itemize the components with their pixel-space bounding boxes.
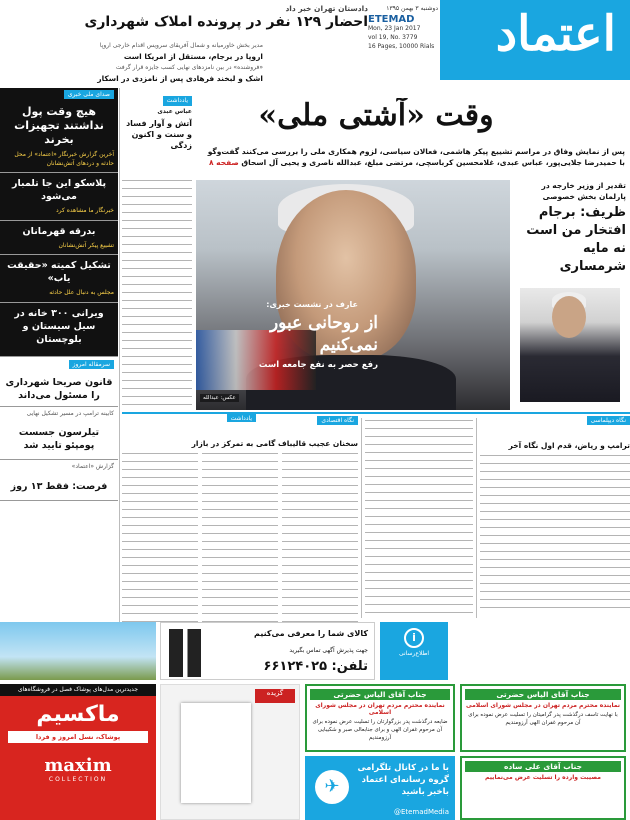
logo-text: اعتماد — [495, 6, 616, 62]
maxim-top-text: جدیدترین مدل‌های پوشاک فصل در فروشگاه‌های — [0, 684, 156, 696]
ad-phone[interactable] — [160, 622, 375, 680]
condolence-2-body: با نهایت تاسف درگذشت پدر گرامیتان را تسلیت عرض نموده برای آن مرحوم غفران الهی آرزومندیم — [468, 712, 618, 726]
sidebar-story-1[interactable]: هیچ وقت پول نداشتند تجهیزات بخرند — [14, 105, 104, 146]
mid-right-label: نگاه دیپلماسی — [587, 416, 630, 425]
page-ref[interactable]: صفحه ۸ — [208, 158, 239, 167]
mid-left-article — [122, 416, 358, 622]
condolence-3-title: جناب آقای علی ساده — [465, 761, 621, 772]
volume: vol 19, No. 3779 — [368, 34, 418, 41]
zarif-title[interactable]: ظریف: برجام افتخار من است نه مایه شرمساری — [526, 205, 626, 274]
sidebar-story-4[interactable]: تشکیل کمیته «حقیقت یاب» — [7, 260, 111, 284]
story1-kicker: مدیر بخش خاورمیانه و شمال آفریقای سرویس اقدام خارجی اروپا — [99, 42, 263, 49]
issue-date-en: Mon, 23 Jan 2017 — [368, 25, 421, 32]
column-label: یادداشت — [163, 96, 192, 106]
top-kicker: دادستان تهران خبر داد — [285, 4, 368, 13]
top-stories — [8, 40, 263, 84]
mid-center-body — [365, 420, 473, 620]
maxim-sub: COLLECTION — [48, 776, 108, 783]
people-icon — [169, 629, 215, 677]
maxim-fa: ماکسیم — [36, 702, 120, 727]
issue-date-fa: دوشنبه ۳ بهمن ۱۳۹۵ — [386, 5, 438, 12]
divider — [361, 418, 362, 618]
telegram-icon: ✈ — [315, 770, 349, 804]
mid-label-extra — [196, 414, 256, 422]
mid-left-body-2 — [202, 453, 278, 622]
top-headline[interactable]: احضار ۱۲۹ نفر در پرونده املاک شهرداری — [84, 14, 368, 30]
sidebar-story-3[interactable]: بدرقه قهرمانان — [22, 225, 96, 237]
condolence-3-sub: مصیبت وارده را تسلیت عرض می‌نماییم — [485, 774, 601, 781]
condolence-1-sub: نماینده محترم مردم تهران در مجلس شورای اسلامی — [315, 702, 445, 716]
telegram-handle[interactable]: @EtemadMedia — [393, 808, 449, 816]
logo[interactable] — [440, 0, 630, 80]
sidebar-story-2-sub: خبرنگار ما مشاهده کرد — [56, 207, 114, 214]
ad-phone-line2: جهت پذیرش آگهی تماس بگیرید — [289, 647, 368, 654]
sidebar-story-6[interactable]: قانون صریحا شهرداری را مسئول می‌داند — [5, 376, 113, 401]
condolence-ad-2[interactable] — [460, 684, 626, 752]
mid-left-body-3 — [122, 453, 198, 622]
sidebar-story-8-kicker: گزارش «اعتماد» — [71, 463, 114, 470]
column-title[interactable]: آتش و آوار فساد و سنت و اکنون زدگی — [126, 119, 192, 150]
left-sidebar — [0, 88, 118, 678]
condolence-ad-1[interactable] — [305, 684, 455, 752]
masthead — [0, 0, 630, 100]
pages: 16 Pages, 10000 Rials — [368, 43, 435, 50]
sidebar-label: صدای ملی خبری — [64, 90, 114, 99]
ad-book[interactable] — [160, 684, 300, 820]
condolence-1-body: ضایعه درگذشت پدر بزرگوارتان را تسلیت عرض نموده برای آن مرحوم غفران الهی و برای جنابعالی صبر و شکیبایی آرزومندیم — [312, 719, 448, 741]
sidebar-story-5[interactable]: ویرانی ۳۰۰ خانه در سیل سیستان و بلوچستان — [14, 307, 104, 345]
photo-credit: عکس: عبدالله — [200, 394, 239, 402]
main-lead — [200, 146, 625, 168]
ad-nature-banner[interactable] — [0, 622, 156, 680]
condolence-2-title: جناب آقای الیاس حضرتی — [465, 689, 621, 700]
mid-right-title[interactable]: ترامپ و ریاض، قدم اول نگاه آخر — [508, 441, 630, 450]
ad-info[interactable] — [380, 622, 448, 680]
sidebar-story-3-sub: تشییع پیکر آتش‌نشانان — [58, 241, 114, 249]
condolence-1-title: جناب آقای الیاس حضرتی — [310, 689, 450, 700]
story2-title[interactable]: اشک و لبخند فرهادی پس از نامزدی در اسکار — [97, 74, 263, 83]
sidebar-story-7-kicker: کابینه ترامپ در مسیر تشکیل نهایی — [26, 409, 114, 417]
zarif-photo[interactable] — [520, 288, 620, 402]
ad-info-text: اطلاع‌رسانی — [398, 650, 430, 657]
zarif-kicker: تقدیر از وزیر خارجه در پارلمان بخش خصوصی — [541, 181, 626, 201]
mid-right-article — [480, 416, 630, 622]
main-headline[interactable]: وقت «آشتی ملی» — [258, 98, 494, 133]
book-tag: گزیده — [255, 689, 295, 703]
main-lead-text: پس از نمایش وفاق در مراسم تشییع پیکر هاشمی، فعالان سیاسی، لزوم همکاری ملی را بررسی می‌کنند گفت‌وگو با حمیدرضا جلایی‌پور، عباس عبدی، غلامحسین کرباسچی، مرتضی مبلغ، عبدالله ناصری و یحیی آل اسحاق — [207, 147, 625, 167]
sidebar-story-4-sub: مجلس به دنبال علل حادثه — [49, 289, 114, 296]
column-body — [122, 180, 192, 410]
mid-center-article — [365, 416, 473, 622]
maxim-tag: پوشاک، نسل امروز و فردا — [8, 731, 148, 743]
condolence-2-sub: نماینده محترم مردم تهران در مجلس شورای اسلامی — [466, 702, 620, 709]
ad-phone-number[interactable]: تلفن: ۶۶۱۲۴۰۲۵ — [263, 659, 368, 674]
sidebar-story-7[interactable]: تیلرسون جسست پومپئو تایید شد — [18, 427, 100, 451]
zarif-face — [552, 296, 586, 338]
mid-left-title[interactable]: سخنان عجیب قالیباف گامی به تمرکز در بازار — [191, 439, 358, 448]
ad-maxim[interactable] — [0, 684, 156, 820]
sidebar-story-1-sub: آخرین گزارش خبرنگار «اعتماد» از محل حادثه و دردهای آتش‌نشانان — [14, 151, 114, 167]
brand-en: ETEMAD — [368, 14, 415, 25]
sidebar-story-2[interactable]: پلاسکو این جا تلمبار می‌شود — [11, 178, 107, 202]
photo-kicker: عارف در نشست خبری: — [266, 300, 358, 309]
maxim-logo: maxim — [44, 755, 112, 776]
story2-kicker: «فروشنده» در بین نامزدهای نهایی کسب جایزه قرار گرفت — [115, 64, 263, 71]
sidebar-label-2: سرمقاله امروز — [69, 360, 114, 369]
photo-subtitle: رفع حصر به نفع جامعه است — [258, 360, 378, 370]
ad-phone-line1: کالای شما را معرفی می‌کنیم — [254, 629, 368, 638]
mid-left-body-1 — [282, 453, 358, 622]
sidebar-story-8[interactable]: فرصت: فقط ۱۳ روز — [10, 480, 108, 492]
mid-section — [122, 412, 630, 622]
column-author: عباس عبدی — [157, 108, 192, 115]
condolence-ad-3[interactable] — [460, 756, 626, 820]
ads-zone — [0, 622, 630, 820]
mid-center-label: یادداشت — [227, 414, 256, 422]
divider — [476, 418, 477, 618]
story1-title[interactable]: اروپا در برجام، مستقل از امریکا است — [123, 52, 263, 61]
ad-telegram[interactable] — [305, 756, 455, 820]
photo-title[interactable]: از روحانی عبور نمی‌کنیم — [269, 313, 378, 355]
book-cover — [181, 703, 251, 803]
issue-info — [368, 4, 438, 51]
mid-left-label: نگاه اقتصادی — [317, 416, 358, 425]
info-icon: i — [404, 628, 424, 648]
sidebar-black-block — [0, 88, 118, 357]
divider — [119, 88, 120, 622]
main-photo[interactable] — [196, 180, 510, 410]
telegram-text: با ما در کانال تلگرامی گروه رسانه‌ای اعتماد باخبر باشید — [357, 763, 449, 797]
mid-right-body — [480, 455, 630, 615]
